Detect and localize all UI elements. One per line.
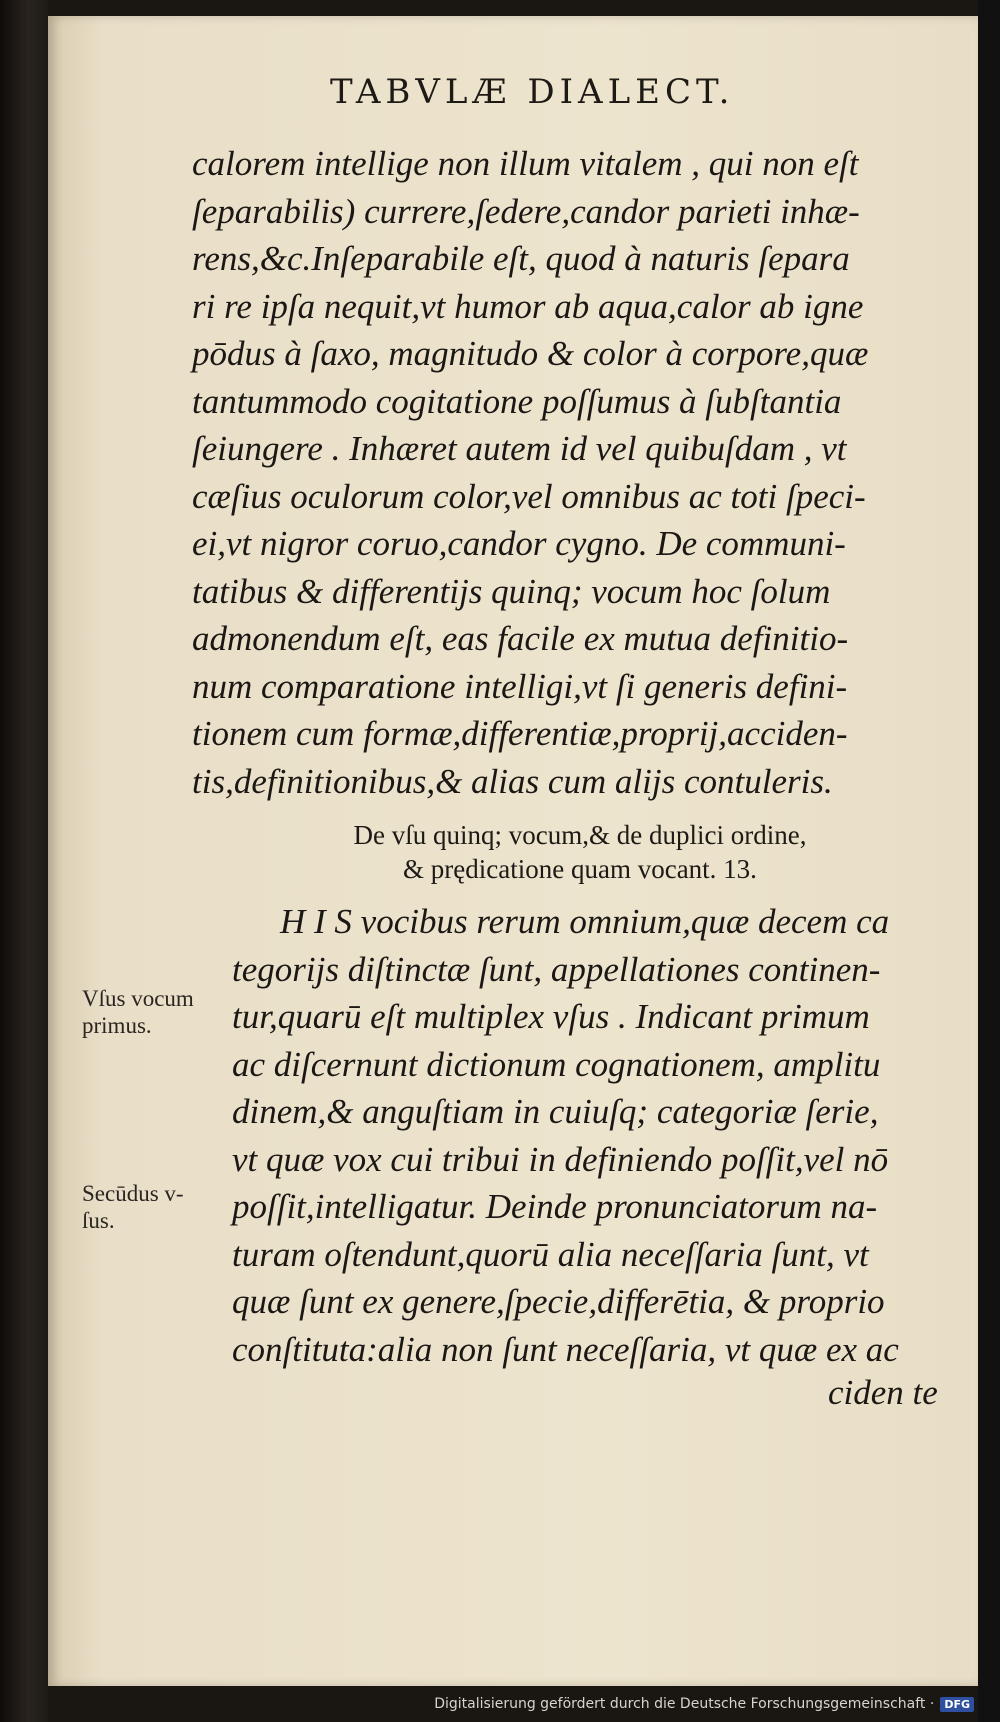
marginal-note-line: ſus. <box>82 1208 115 1233</box>
text-line: tionem cum formæ,differentiæ,proprij,acciden- <box>192 714 848 753</box>
section-heading-line: & prędicatione quam vocant. 13. <box>403 854 757 884</box>
text-line: cæſius oculorum color,vel omnibus ac toti ſpeci- <box>192 476 866 516</box>
text-line: ei,vt nigror coruo,candor cygno. De communi- <box>192 524 846 563</box>
text-line: poſſit,intelligatur. Deinde pronunciatorum na- <box>232 1187 878 1226</box>
text-line: tegorijs diſtinctæ ſunt, appellationes continen- <box>232 949 881 989</box>
text-line: num comparatione intelligi,vt ſi generis defini- <box>192 666 848 706</box>
footer-text: Digitalisierung gefördert durch die Deutsche Forschungsgemeinschaft · <box>434 1696 935 1712</box>
text-line: tatibus & differentijs quinq; vocum hoc ſolum <box>192 571 831 611</box>
digitization-footer <box>434 1696 974 1712</box>
text-line: turam oſtendunt,quorū alia neceſſaria ſunt, vt <box>232 1234 869 1274</box>
text-line: conſtituta:alia non ſunt neceſſaria, vt quæ ex ac <box>232 1329 899 1369</box>
text-line: ri re ipſa nequit,vt humor ab aqua,calor ab igne <box>192 286 864 326</box>
text-line: ſeparabilis) currere,ſedere,candor parieti inhæ- <box>192 191 860 231</box>
marginal-note-first-use <box>82 985 242 1039</box>
text-line: vt quæ vox cui tribui in definiendo poſſit,vel nō <box>232 1139 889 1179</box>
marginal-note-line: primus. <box>82 1013 152 1038</box>
text-line: tis,definitionibus,& alias cum alijs contuleris. <box>192 761 833 801</box>
text-line: admonendum eſt, eas facile ex mutua definitio- <box>192 619 849 658</box>
section-heading-line: De vſu quinq; vocum,& de duplici ordine, <box>353 820 807 850</box>
main-text-block <box>192 140 962 805</box>
second-text-block <box>232 898 962 1373</box>
text-line: ac diſcernunt dictionum cognationem, amplitu <box>232 1044 881 1084</box>
dfg-logo-icon: DFG <box>940 1697 974 1712</box>
text-line: dinem,& anguſtiam in cuiuſq; categoriæ ſerie, <box>232 1092 879 1131</box>
text-line: rens,&c.Inſeparabile eſt, quod à naturis ſepara <box>192 239 850 278</box>
text-line: quæ ſunt ex genere,ſpecie,differētia, & proprio <box>232 1282 885 1321</box>
catchword: ciden te <box>828 1373 938 1412</box>
text-line: calorem intellige non illum vitalem , qui non eſt <box>192 144 859 183</box>
text-line: H I S vocibus rerum omnium,quæ decem ca <box>280 902 890 941</box>
text-line: tantummodo cogitatione poſſumus à ſubſtantia <box>192 381 842 421</box>
section-heading <box>250 818 910 886</box>
marginal-note-line: Secūdus v- <box>82 1181 184 1206</box>
marginal-note-second-use <box>82 1180 242 1234</box>
text-line: tur,quarū eſt multiplex vſus . Indicant primum <box>232 997 870 1036</box>
adjacent-page-edge <box>0 0 48 1722</box>
text-line: ſeiungere . Inhæret autem id vel quibuſdam , vt <box>192 429 847 468</box>
scan-border <box>978 0 1000 1722</box>
running-head: TABVLÆ DIALECT. <box>330 72 735 112</box>
text-line: pōdus à ſaxo, magnitudo & color à corpore,quæ <box>192 334 869 373</box>
marginal-note-line: Vſus vocum <box>82 986 194 1011</box>
